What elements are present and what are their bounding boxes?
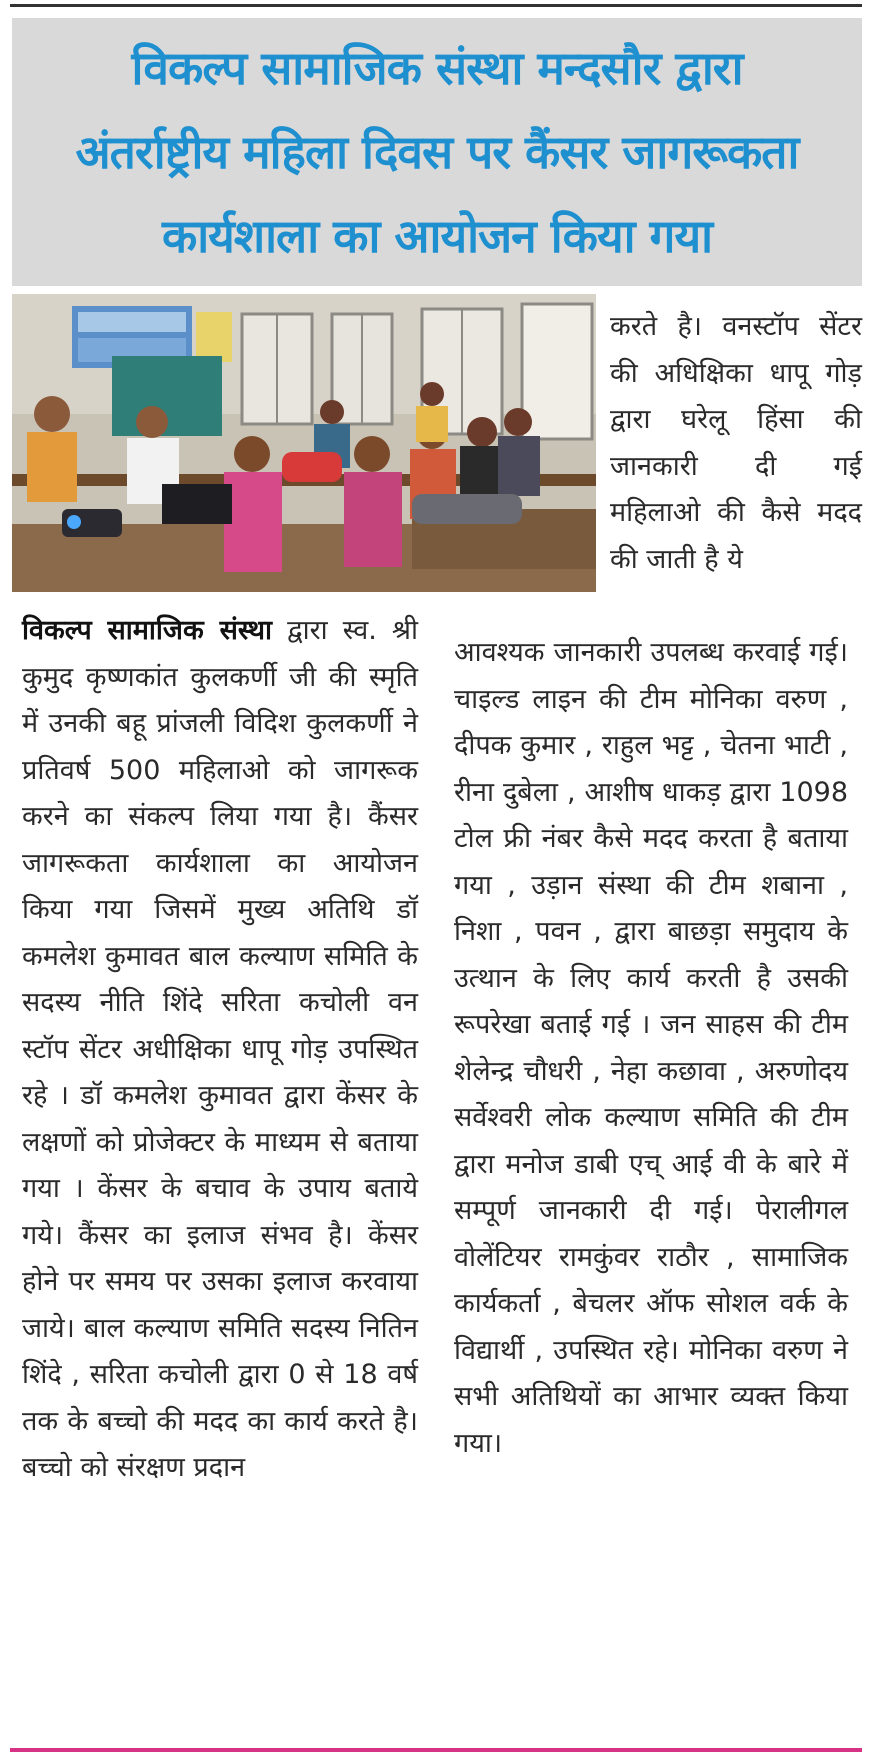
lead-org-name: विकल्प सामाजिक संस्था: [22, 615, 273, 646]
workshop-photo: [12, 294, 596, 592]
article-text: द्वारा स्व. श्री कुमुद कृष्णकांत कुलकर्णी जी की स्मृति में उनकी बहू प्रांजली विदिश कुलकर्णी ने प्रतिवर्ष 500 महिलाओ को जागरूक करने का संकल्प लिया गया है। कैंसर जागरूकता कार्यशाला का आयोजन किया गया जिसमें मुख्य अतिथि डॉ कमलेश कुमावत बाल कल्याण समिति के सदस्य नीति शिंदे सरिता कचोली वन स्टॉप सेंटर अधीक्षिका धापू गोड़ उपस्थित रहे । डॉ कमलेश कुमावत द्वारा केंसर के लक्षणों को प्रोजेक्टर के माध्यम से बताया गया । केंसर के बचाव के उपाय बताये गये। कैंसर का इलाज संभव है। केंसर होने पर समय पर उसका इलाज करवाया जाये। बाल कल्याण समिति सदस्य नितिन शिंदे , सरिता कचोली द्वारा 0 से 18 वर्ष तक के बच्चो की मदद का कार्य करते है। बच्चो को संरक्षण प्रदान: [22, 615, 418, 1483]
article-column-right: [454, 630, 848, 1467]
headline-line-3: कार्यशाला का आयोजन किया गया: [161, 209, 713, 263]
bottom-rule: [10, 1748, 862, 1752]
headline-line-1: विकल्प सामाजिक संस्था मन्दसौर द्वारा: [131, 41, 743, 95]
headline-box: [12, 18, 862, 286]
article-paragraph: करते है। वनस्टॉप सेंटर की अधिक्षिका धापू गोड़ द्वारा घरेलू हिंसा की जानकारी दी गई महिलाओ की कैसे मदद की जाती है ये: [610, 311, 862, 575]
top-rule: [10, 4, 862, 7]
article-paragraph: आवश्यक जानकारी उपलब्ध करवाई गई। चाइल्ड लाइन की टीम मोनिका वरुण , दीपक कुमार , राहुल भट्ट , चेतना भाटी , रीना दुबेला , आशीष धाकड़ द्वारा 1098 टोल फ्री नंबर कैसे मदद करता है बताया गया , उड़ान संस्था की टीम शबाना , निशा , पवन , द्वारा बाछड़ा समुदाय के उत्थान के लिए कार्य करती है उसकी रूपरेखा बताई गई । जन साहस की टीम शेलेन्द्र चौधरी , नेहा कछावा , अरुणोदय सर्वेश्वरी लोक कल्याण समिति की टीम द्वारा मनोज डाबी एच् आई वी के बारे में सम्पूर्ण जानकारी दी गई। पेरालीगल वोलेंटियर रामकुंवर राठौर , सामाजिक कार्यकर्ता , बेचलर ऑफ सोशल वर्क के विद्यार्थी , उपस्थित रहे। मोनिका वरुण ने सभी अतिथियों का आभार व्यक्त किया गया।: [454, 637, 848, 1459]
article-column-right-top: [610, 304, 862, 583]
article-paragraph: [22, 608, 418, 1492]
headline-line-2: अंतर्राष्ट्रीय महिला दिवस पर कैंसर जागरूकता: [75, 125, 799, 179]
classroom-scene: [12, 294, 596, 592]
article-column-left: [22, 608, 418, 1492]
